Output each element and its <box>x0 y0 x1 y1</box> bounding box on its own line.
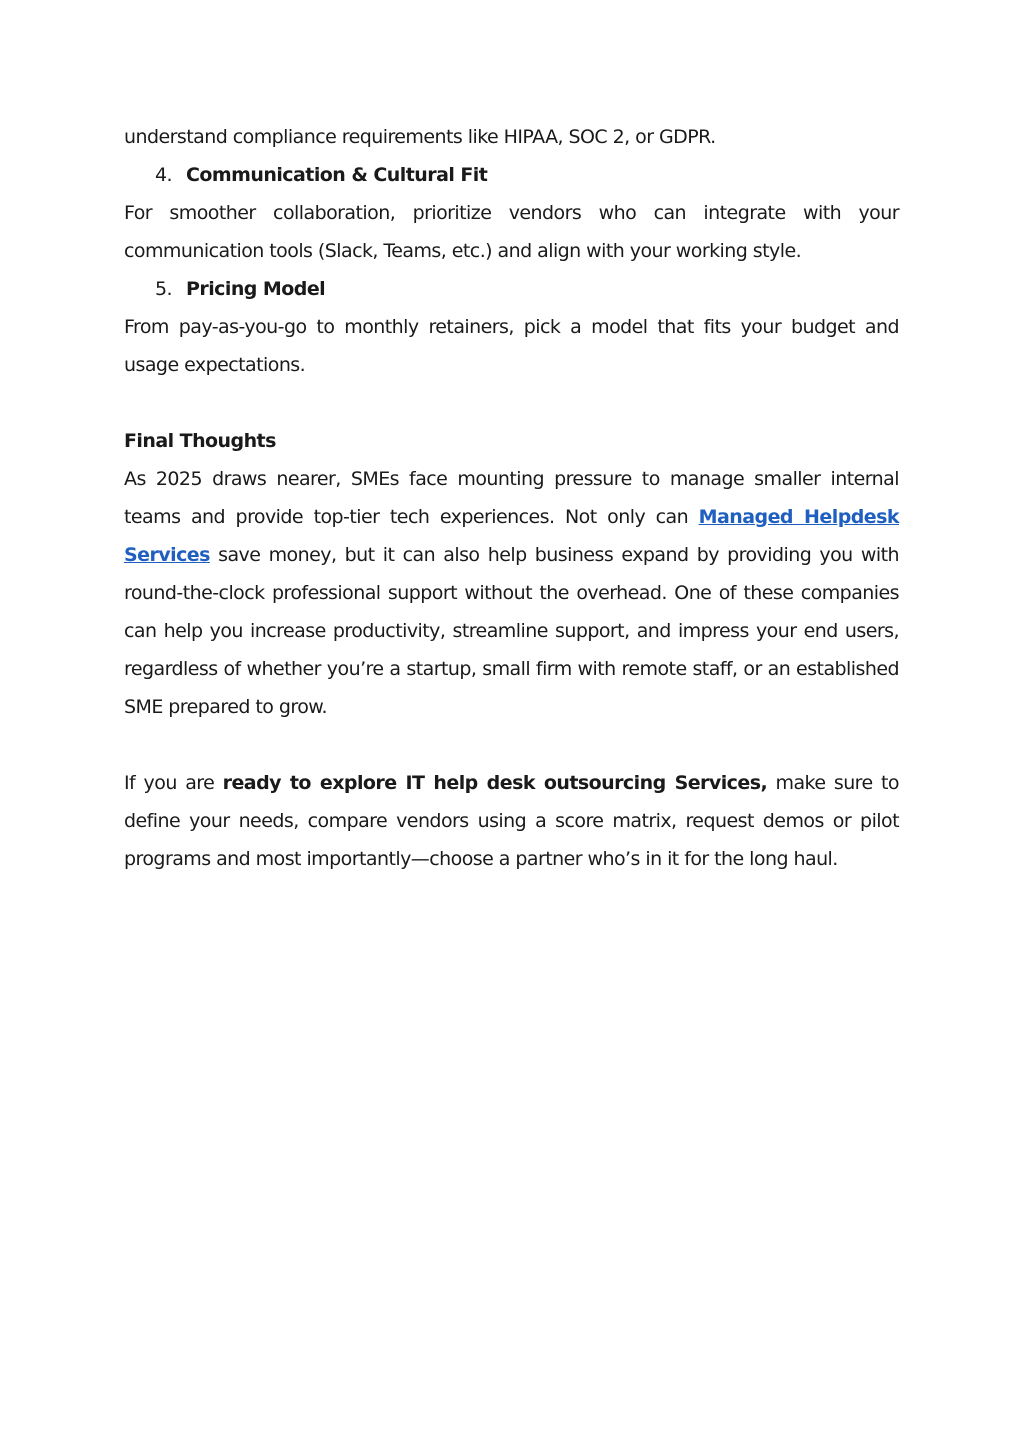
list-number: 4. <box>155 164 173 186</box>
paragraph-text: save money, but it can also help business expand by providing you with round-the-clock professional support without the overhead. One of these companies can help you increase productivity, streamline support, and impress your end users, regardless of whether you’re a startup, small firm with remote staff, or an established SME prepared to grow. <box>124 544 899 718</box>
list-item-pricing <box>124 270 899 308</box>
spacer <box>124 726 899 764</box>
list-item-communication <box>124 156 899 194</box>
document-page <box>124 118 899 878</box>
final-thoughts-paragraph <box>124 460 899 726</box>
intro-tail-text: understand compliance requirements like HIPAA, SOC 2, or GDPR. <box>124 126 716 148</box>
spacer <box>124 384 899 422</box>
managed-helpdesk-link[interactable]: Managed Helpdesk Services <box>124 506 899 566</box>
list-item-title: Communication & Cultural Fit <box>186 164 488 186</box>
list-item-title: Pricing Model <box>186 278 326 300</box>
paragraph-text: If you are <box>124 772 223 794</box>
list-number: 5. <box>155 278 173 300</box>
emphasis-text: ready to explore IT help desk outsourcing Services, <box>222 772 768 794</box>
list-item-body: For smoother collaboration, prioritize vendors who can integrate with your communication tools (Slack, Teams, etc.) and align with your working style. <box>124 202 899 262</box>
paragraph-text: make sure to define your needs, compare vendors using a score matrix, request demos or pilot programs and most importantly—choose a partner who’s in it for the long haul. <box>124 772 900 870</box>
paragraph-text: As 2025 draws nearer, SMEs face mounting pressure to manage smaller internal teams and provide top-tier tech experiences. Not only can <box>124 468 899 528</box>
list-item-body: From pay-as-you-go to monthly retainers, pick a model that fits your budget and usage expectations. <box>124 316 899 376</box>
closing-paragraph <box>124 764 899 878</box>
final-thoughts-heading: Final Thoughts <box>124 430 276 452</box>
